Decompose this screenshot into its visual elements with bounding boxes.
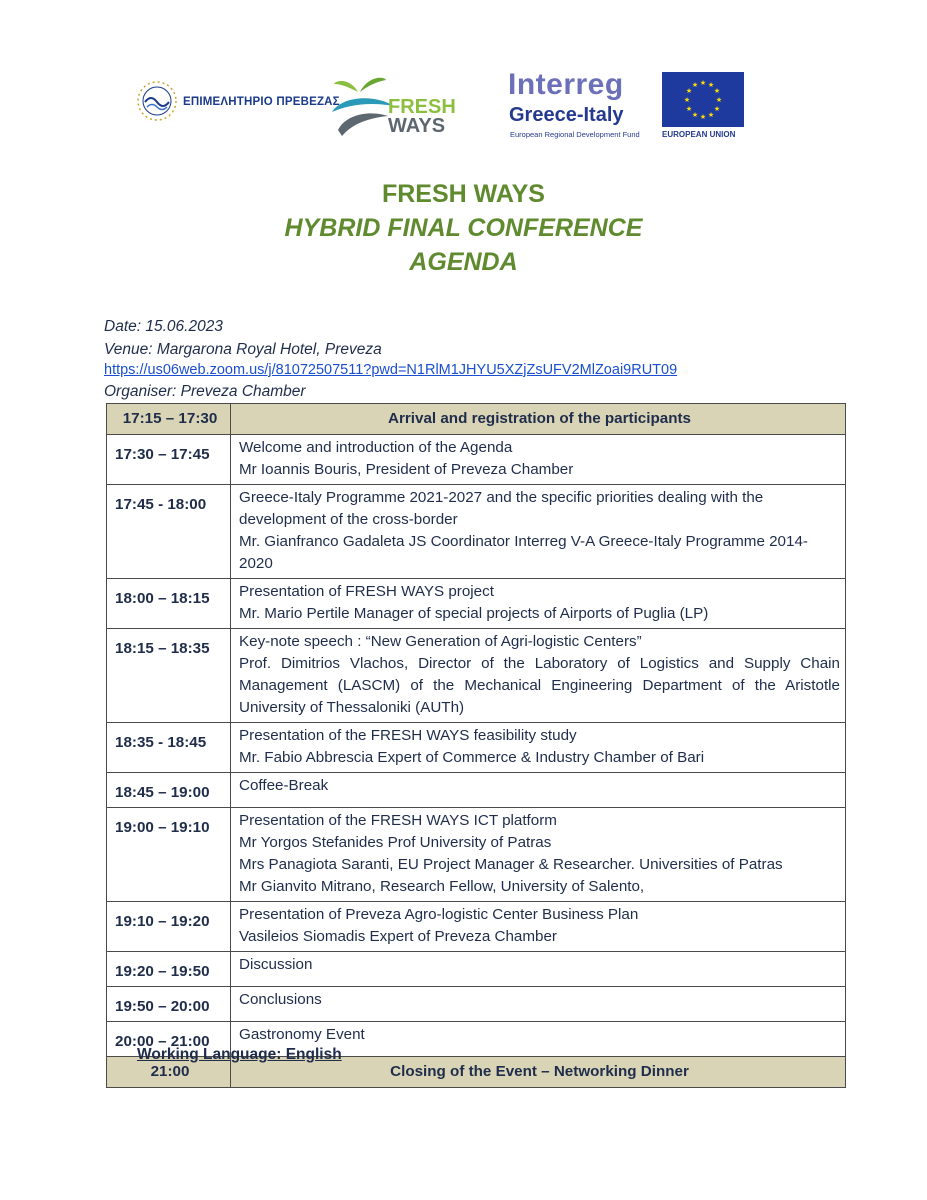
eu-logo (660, 72, 746, 140)
svg-text:★: ★ (713, 87, 721, 95)
session-line: Greece-Italy Programme 2021-2027 and the specific priorities dealing with the development of the cross-border (239, 489, 764, 528)
session-line: Arrival and registration of the participants (388, 410, 691, 427)
svg-text:★: ★ (707, 111, 715, 119)
svg-text:★: ★ (707, 81, 715, 89)
session-cell (231, 952, 846, 987)
session-line: Closing of the Event – Networking Dinner (390, 1063, 689, 1080)
session-line: Vasileios Siomadis Expert of Preveza Chamber (239, 928, 557, 945)
interreg-title: Interreg (508, 68, 624, 101)
session-cell (231, 579, 846, 629)
session-cell (231, 773, 846, 808)
table-row (107, 902, 846, 952)
agenda-table (106, 403, 846, 1088)
session-line: Welcome and introduction of the Agenda (239, 439, 513, 456)
session-cell (231, 723, 846, 773)
event-date: Date: 15.06.2023 (104, 318, 223, 335)
session-cell (231, 485, 846, 579)
session-line: Prof. Dimitrios Vlachos, Director of the Laboratory of Logistics and Supply Chain Management (LASCM) of the Mechanical Engineering Department of the Aristotle University of Thessaloniki (AUTh) (239, 655, 840, 716)
time-cell: 18:45 – 19:00 (107, 773, 231, 808)
table-row (107, 808, 846, 902)
session-line: Conclusions (239, 991, 322, 1008)
ways-word: WAYS (388, 115, 446, 137)
zoom-link[interactable]: https://us06web.zoom.us/j/81072507511?pwd=N1RlM1JHYU5XZjZsUFV2MlZoai9RUT09 (104, 362, 678, 378)
working-language: Working Language: English (137, 1046, 342, 1063)
session-line: Discussion (239, 956, 313, 973)
session-line: Key-note speech : “New Generation of Agri-logistic Centers” (239, 633, 642, 650)
session-line: Presentation of Preveza Agro-logistic Center Business Plan (239, 906, 639, 923)
event-organiser: Organiser: Preveza Chamber (104, 383, 306, 400)
interreg-fund: European Regional Development Fund (510, 130, 640, 139)
title-line-3: AGENDA (409, 248, 518, 276)
svg-text:★: ★ (691, 81, 699, 89)
session-cell (231, 435, 846, 485)
svg-text:★: ★ (699, 113, 707, 121)
eu-label: EUROPEAN UNION (662, 130, 736, 139)
svg-text:★: ★ (685, 105, 693, 113)
session-cell (231, 808, 846, 902)
time-cell: 20:00 – 21:00 (107, 1022, 231, 1057)
time-cell: 19:10 – 19:20 (107, 902, 231, 952)
event-venue: Venue: Margarona Royal Hotel, Preveza (104, 341, 382, 358)
session-line: Presentation of the FRESH WAYS feasibility study (239, 727, 577, 744)
session-line: Coffee-Break (239, 777, 329, 794)
title-line-2: HYBRID FINAL CONFERENCE (284, 214, 643, 242)
svg-text:★: ★ (713, 105, 721, 113)
session-line: Mr Gianvito Mitrano, Research Fellow, University of Salento, (239, 878, 645, 895)
table-row (107, 723, 846, 773)
svg-text:★: ★ (699, 79, 707, 87)
session-line: Mr. Mario Pertile Manager of special projects of Airports of Puglia (LP) (239, 605, 709, 622)
svg-text:★: ★ (715, 96, 723, 104)
title-line-1: FRESH WAYS (381, 180, 545, 208)
logo-bar (0, 60, 927, 150)
table-row (107, 404, 846, 435)
time-cell: 17:45 - 18:00 (107, 485, 231, 579)
session-line: Gastronomy Event (239, 1026, 365, 1043)
svg-text:★: ★ (683, 96, 691, 104)
session-line: Mr. Gianfranco Gadaleta JS Coordinator Interreg V-A Greece-Italy Programme 2014-2020 (239, 533, 808, 572)
time-cell: 19:50 – 20:00 (107, 987, 231, 1022)
session-cell (231, 987, 846, 1022)
table-row (107, 952, 846, 987)
session-line: Mr. Fabio Abbrescia Expert of Commerce & Industry Chamber of Bari (239, 749, 705, 766)
table-row (107, 987, 846, 1022)
session-cell (231, 902, 846, 952)
svg-text:★: ★ (685, 87, 693, 95)
svg-text:★: ★ (691, 111, 699, 119)
session-line: Mr Yorgos Stefanides Prof University of Patras (239, 834, 552, 851)
preveza-chamber-logo (135, 68, 340, 138)
time-cell: 21:00 (107, 1057, 231, 1088)
chamber-name: ΕΠΙΜΕΛΗΤΗΡΙΟ ΠΡΕΒΕΖΑΣ (183, 96, 340, 108)
session-line: Mr Ioannis Bouris, President of Preveza Chamber (239, 461, 574, 478)
time-cell: 18:35 - 18:45 (107, 723, 231, 773)
session-line: Presentation of the FRESH WAYS ICT platform (239, 812, 557, 829)
table-row (107, 629, 846, 723)
session-cell (231, 629, 846, 723)
table-row (107, 485, 846, 579)
time-cell: 18:00 – 18:15 (107, 579, 231, 629)
table-row (107, 435, 846, 485)
time-cell: 17:30 – 17:45 (107, 435, 231, 485)
time-cell: 17:15 – 17:30 (107, 404, 231, 435)
table-row (107, 579, 846, 629)
chamber-seal-icon (135, 68, 179, 134)
time-cell: 19:20 – 19:50 (107, 952, 231, 987)
table-row (107, 773, 846, 808)
session-line: Presentation of FRESH WAYS project (239, 583, 494, 600)
fresh-ways-logo (328, 70, 478, 146)
time-cell: 19:00 – 19:10 (107, 808, 231, 902)
session-line: Mrs Panagiota Saranti, EU Project Manager & Researcher. Universities of Patras (239, 856, 783, 873)
time-cell: 18:15 – 18:35 (107, 629, 231, 723)
interreg-subtitle: Greece-Italy (509, 104, 624, 126)
fresh-word: FRESH (388, 96, 456, 118)
eu-flag-icon (662, 72, 744, 127)
interreg-logo (508, 70, 658, 146)
session-cell (231, 404, 846, 435)
